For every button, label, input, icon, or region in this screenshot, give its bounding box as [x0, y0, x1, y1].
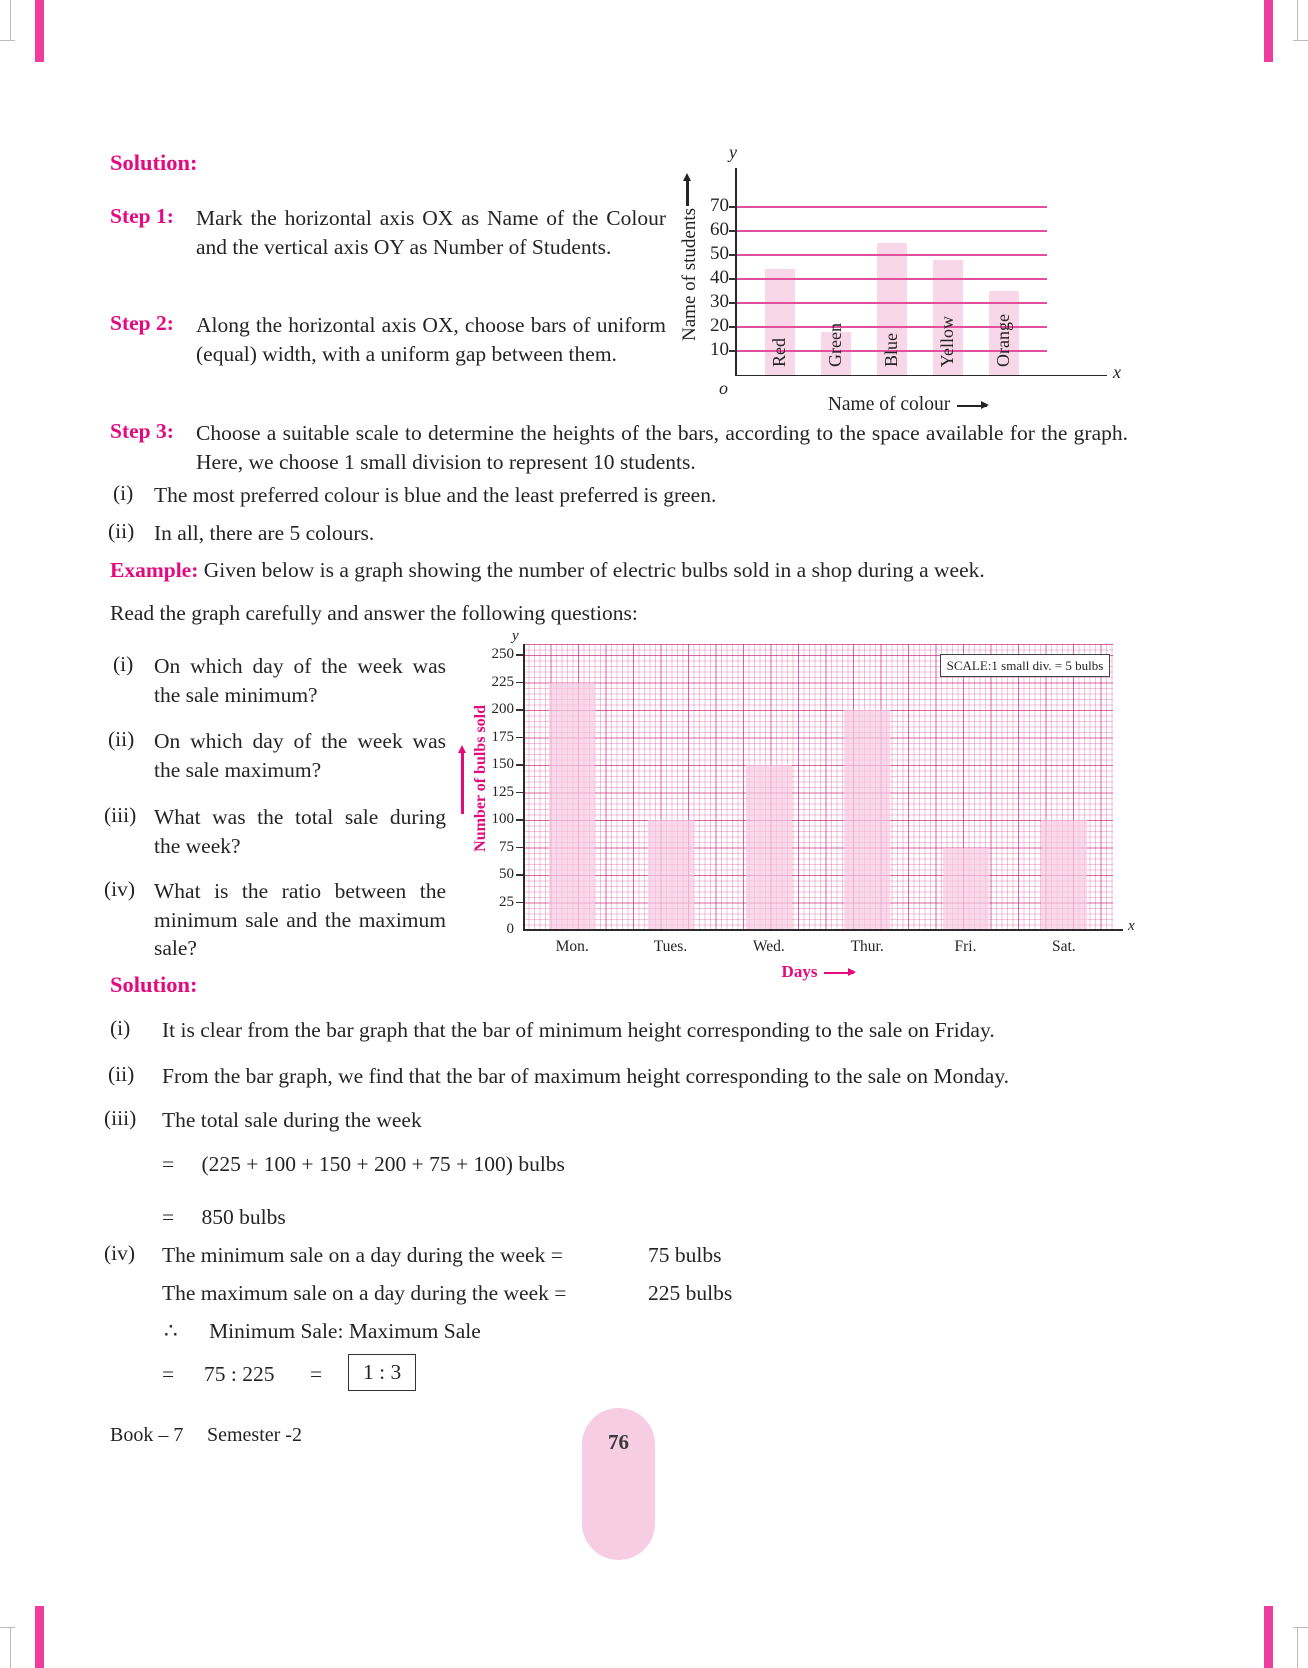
- read-instruction: Read the graph carefully and answer the following questions:: [110, 601, 638, 625]
- tick-mark: [516, 819, 523, 821]
- therefore-symbol: ∴: [164, 1319, 178, 1343]
- y-tick-label: 60: [710, 219, 729, 240]
- min-sale-text: The minimum sale on a day during the week =: [162, 1243, 563, 1267]
- observation1-label: (i): [113, 481, 134, 505]
- x-tick-label: Sat.: [1051, 938, 1076, 955]
- question4-label: (iv): [104, 877, 136, 901]
- crop-mark: [1297, 0, 1298, 40]
- origin-label: o: [719, 378, 728, 398]
- tick-mark: [516, 874, 523, 876]
- y-tick-label: 30: [710, 291, 729, 312]
- bulbs-chart-canvas: [448, 630, 1148, 995]
- bar: [844, 710, 890, 930]
- gridline: [735, 302, 1047, 304]
- bulbs-bar-chart: [448, 630, 1148, 995]
- step3-text: Choose a suitable scale to determine the heights of the bars, according to the space available for the graph. Here, we choose 1 small division to represent 10 students.: [196, 421, 1128, 474]
- tick-mark: [516, 847, 523, 849]
- bar-label: Blue: [881, 333, 901, 367]
- observation2-label: (ii): [108, 519, 135, 543]
- axis-letter-y: y: [512, 628, 519, 644]
- colour-bar-chart: [655, 140, 1130, 445]
- page-edge-strip-bottom-right: [1264, 1606, 1273, 1668]
- x-axis-title: [523, 962, 1113, 982]
- tick-mark: [516, 737, 523, 739]
- calc-result: 850 bulbs: [201, 1205, 286, 1229]
- answer2-text: From the bar graph, we find that the bar of maximum height corresponding to the sale on Monday.: [162, 1064, 1010, 1088]
- crop-mark: [0, 40, 15, 41]
- page-edge-strip-top-right: [1264, 0, 1273, 62]
- page-edge-strip-bottom-left: [35, 1606, 44, 1668]
- x-axis-title: [735, 394, 1080, 416]
- tick-mark: [516, 792, 523, 794]
- observation2-text: In all, there are 5 colours.: [154, 521, 375, 545]
- y-tick-label: 10: [710, 339, 729, 360]
- tick-mark: [516, 682, 523, 684]
- step2-label: Step 2:: [110, 311, 174, 335]
- x-axis-line: [523, 929, 1123, 931]
- bar-label: Red: [769, 338, 789, 367]
- step3-label: Step 3:: [110, 419, 174, 443]
- therefore-line: [164, 1317, 1064, 1346]
- observation1-text: The most preferred colour is blue and the least preferred is green.: [154, 483, 717, 507]
- right-arrow-icon: [957, 405, 987, 407]
- page-number: 76: [608, 1430, 629, 1454]
- step1-text: Mark the horizontal axis OX as Name of the Colour and the vertical axis OY as Number of Students.: [196, 206, 666, 259]
- footer-book: Book – 7: [110, 1424, 184, 1446]
- bar-label: Green: [825, 323, 845, 367]
- tick-mark: [516, 902, 523, 904]
- y-tick-label: 20: [710, 315, 729, 336]
- x-axis-label: Days: [781, 962, 818, 981]
- equals-sign: =: [162, 1152, 175, 1176]
- tick-mark: [516, 654, 523, 656]
- answer1-text: It is clear from the bar graph that the bar of minimum height corresponding to the sale on Friday.: [162, 1018, 995, 1042]
- bar-label: Yellow: [937, 315, 957, 367]
- max-sale-line: [162, 1279, 1062, 1308]
- crop-mark: [0, 1627, 15, 1628]
- x-tick-label: Wed.: [752, 938, 785, 955]
- question2-label: (ii): [108, 727, 135, 751]
- y-axis-line: [735, 168, 737, 376]
- axis-letter-y: y: [729, 142, 737, 162]
- y-tick-label: 75: [499, 838, 514, 855]
- scale-note: SCALE:1 small div. = 5 bulbs: [940, 654, 1110, 677]
- min-sale-line: [162, 1241, 1062, 1270]
- answer2-label: (ii): [108, 1062, 135, 1086]
- tick-mark: [516, 764, 523, 766]
- step1-label: Step 1:: [110, 204, 174, 228]
- question3-text: What was the total sale during the week?: [154, 805, 446, 858]
- answer1-label: (i): [110, 1016, 131, 1040]
- x-tick-label: Mon.: [555, 938, 589, 955]
- answer3-label: (iii): [104, 1106, 137, 1130]
- solution-heading-2: Solution:: [110, 972, 198, 997]
- solution-heading-1: Solution:: [110, 150, 198, 175]
- gridline: [735, 278, 1047, 280]
- y-tick-label: 175: [491, 728, 514, 745]
- example-text: Given below is a graph showing the number of electric bulbs sold in a shop during a week.: [203, 558, 985, 582]
- equals-sign: =: [162, 1205, 175, 1229]
- step2-text: Along the horizontal axis OX, choose bars of uniform (equal) width, with a uniform gap between them.: [196, 313, 666, 366]
- y-tick-label: 50: [710, 243, 729, 264]
- crop-mark: [10, 1628, 11, 1668]
- crop-mark: [1293, 1627, 1308, 1628]
- equals-sign: =: [310, 1362, 323, 1386]
- y-tick-label: 250: [491, 646, 514, 662]
- y-axis-arrow-icon: [686, 180, 689, 206]
- question1-label: (i): [113, 652, 134, 676]
- page-edge-strip-top-left: [35, 0, 44, 62]
- min-sale-value: 75 bulbs: [648, 1243, 722, 1267]
- ratio-text: Minimum Sale: Maximum Sale: [209, 1319, 481, 1343]
- x-axis-label: Name of colour: [827, 394, 951, 415]
- y-tick-label: 40: [710, 267, 729, 288]
- y-axis-arrow-icon: [461, 752, 464, 814]
- ratio-values: 75 : 225: [204, 1362, 275, 1386]
- y-axis-label: Name of students: [679, 208, 700, 341]
- y-tick-label: 100: [491, 811, 514, 827]
- y-axis-line: [523, 644, 525, 930]
- bar: [1041, 820, 1087, 930]
- y-axis-label: Number of bulbs sold: [472, 705, 489, 852]
- y-tick-label: 225: [491, 673, 514, 690]
- calc-expression: (225 + 100 + 150 + 200 + 75 + 100) bulbs: [201, 1152, 565, 1176]
- bar: [648, 820, 694, 930]
- y-tick-label: 50: [499, 866, 514, 882]
- x-axis-line: [735, 375, 1107, 377]
- question1-text: On which day of the week was the sale minimum?: [154, 654, 446, 707]
- example-label: Example:: [110, 558, 199, 582]
- y-tick-label: 0: [506, 921, 514, 937]
- crop-mark: [10, 0, 11, 40]
- crop-mark: [1297, 1628, 1298, 1668]
- equals-sign: =: [162, 1362, 175, 1386]
- question3-label: (iii): [104, 803, 137, 827]
- axis-letter-x: x: [1113, 362, 1121, 382]
- tick-mark: [516, 709, 523, 711]
- y-tick-label: 150: [491, 756, 514, 772]
- page-number-pill: [582, 1408, 655, 1560]
- ratio-result-line: [162, 1356, 1062, 1398]
- example-paragraph: [110, 556, 1145, 585]
- gridline: [735, 230, 1047, 232]
- calc-line-1: [162, 1150, 1147, 1179]
- gridline: [735, 206, 1047, 208]
- calc-line-2: [162, 1203, 1147, 1232]
- max-sale-text: The maximum sale on a day during the week =: [162, 1281, 567, 1305]
- x-tick-label: Thur.: [850, 938, 884, 955]
- gridline: [735, 254, 1047, 256]
- y-tick-label: 125: [491, 783, 514, 800]
- right-arrow-icon: [824, 972, 854, 974]
- footer-semester: Semester -2: [207, 1424, 302, 1446]
- axis-letter-x: x: [1128, 918, 1135, 934]
- bar-label: Orange: [993, 314, 1013, 367]
- x-tick-label: Fri.: [954, 938, 977, 955]
- max-sale-value: 225 bulbs: [648, 1281, 733, 1305]
- boxed-result: 1 : 3: [348, 1354, 416, 1391]
- y-tick-label: 25: [499, 893, 514, 910]
- answer4-label: (iv): [104, 1241, 136, 1265]
- y-tick-label: 70: [710, 195, 729, 216]
- bar: [943, 848, 989, 931]
- crop-mark: [1293, 40, 1308, 41]
- x-tick-label: Tues.: [653, 938, 688, 955]
- bar: [746, 765, 792, 930]
- answer3-text: The total sale during the week: [162, 1108, 422, 1132]
- bar: [549, 683, 595, 931]
- question4-text: What is the ratio between the minimum sale and the maximum sale?: [154, 879, 446, 961]
- question2-text: On which day of the week was the sale maximum?: [154, 729, 446, 782]
- y-tick-label: 200: [491, 701, 514, 717]
